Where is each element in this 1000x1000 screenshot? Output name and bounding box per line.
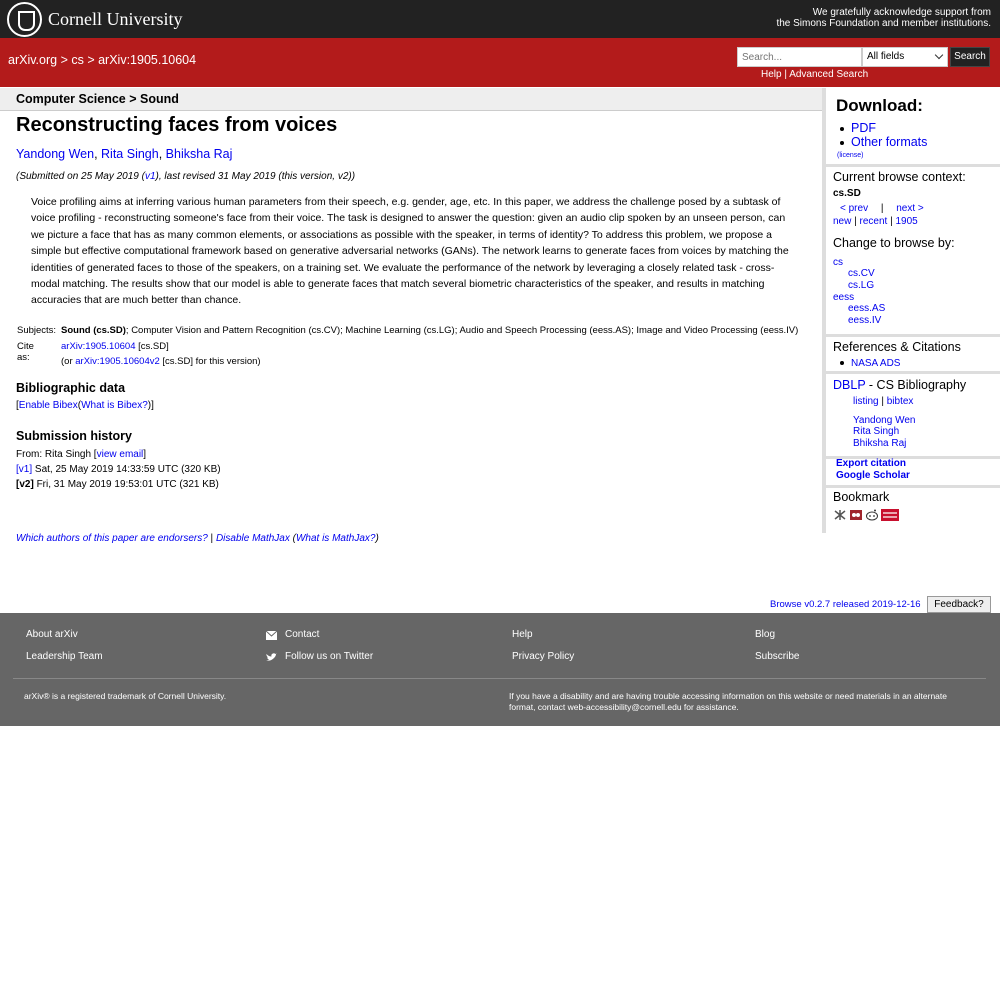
browse-cat-link[interactable]: cs: [833, 257, 843, 268]
mendeley-icon[interactable]: [849, 509, 863, 521]
breadcrumb: [8, 53, 196, 67]
paper-authors: [16, 147, 232, 161]
history-from-prefix: From: Rita Singh [: [16, 449, 97, 460]
bookmark-title: Bookmark: [833, 490, 890, 504]
submission-history-title: Submission history: [16, 429, 132, 443]
help-footer-link[interactable]: Help: [512, 629, 533, 640]
abstract: Voice profiling aims at inferring various human parameters from their speech, e.g. gender, age, etc. In this paper, we address the challenge posed by a subtask of voice profiling - reconstructing someone's face from their voice. The task is designed to answer the question: given an audio clip spoken by an unseen person, can we picture a face that has as many common elements, or associations as possible with the speaker, in terms of identity? To address this problem, we propose a simple but effective computational framework based on generative adversarial networks (GANs). The network learns to generate faces from voices by matching the identities of generated faces to those of the speakers, on a training set. We evaluate the performance of the network by leveraging a closely related task - cross-modal matching. The results show that our model is able to generate faces that match several biometric characteristics of the speaker, and results in matching accuracies that are much better than chance.: [31, 196, 789, 307]
dblp-title: [833, 378, 966, 392]
prev-link[interactable]: < prev: [840, 203, 869, 214]
privacy-policy-link[interactable]: Privacy Policy: [512, 651, 575, 662]
cornell-seal-icon[interactable]: [7, 2, 42, 37]
history-v1: [16, 462, 221, 477]
history-v2-text: Fri, 31 May 2019 19:53:01 UTC (321 KB): [33, 479, 219, 490]
dblp-link[interactable]: DBLP: [833, 378, 866, 392]
export-box: [826, 459, 1000, 485]
browse-cat-link[interactable]: cs.LG: [848, 280, 875, 291]
dblp-author-link[interactable]: Bhiksha Raj: [853, 438, 907, 449]
history-v1-text: Sat, 25 May 2019 14:33:59 UTC (320 KB): [32, 464, 221, 475]
footer-divider: [13, 678, 986, 679]
breadcrumb-separator: >: [83, 53, 99, 67]
extras-paren-close: ): [375, 533, 379, 544]
cite-v2-suffix: [cs.SD] for this version): [159, 356, 261, 367]
google-scholar-link[interactable]: Google Scholar: [836, 470, 910, 481]
search-button[interactable]: Search: [950, 47, 990, 67]
trademark-notice: arXiv® is a registered trademark of Cornell University.: [24, 691, 227, 701]
secondary-subjects: ; Computer Vision and Pattern Recognition (cs.CV); Machine Learning (cs.LG); Audio and Speech Processing (eess.AS); Image and Video Processing (eess.IV): [125, 325, 799, 336]
author-link[interactable]: Rita Singh: [101, 147, 159, 161]
cite-value: [61, 341, 169, 352]
sidebar: [822, 88, 1000, 533]
next-link[interactable]: next >: [896, 203, 924, 214]
help-links: [761, 69, 868, 80]
browse-cat-link[interactable]: eess.AS: [848, 303, 886, 314]
subject-header: [0, 88, 822, 111]
submission-dateline: [16, 171, 355, 182]
listing-link[interactable]: listing: [853, 396, 879, 407]
endorsers-link[interactable]: Which authors of this paper are endorsers?: [16, 533, 208, 544]
submission-history: [16, 447, 221, 492]
history-from: [16, 447, 221, 462]
author-link[interactable]: Yandong Wen: [16, 147, 95, 161]
reddit-icon[interactable]: [865, 509, 879, 521]
pdf-link[interactable]: PDF: [851, 121, 876, 135]
bibsonomy-icon[interactable]: [833, 509, 847, 521]
current-context: cs.SD: [833, 188, 861, 199]
dateline-v1-link[interactable]: v1: [144, 171, 156, 182]
leadership-team-link[interactable]: Leadership Team: [26, 651, 103, 662]
year-link[interactable]: 1905: [895, 216, 918, 227]
paper-title: Reconstructing faces from voices: [16, 114, 338, 136]
what-is-bibex-link[interactable]: What is Bibex?: [81, 400, 148, 411]
enable-bibex-link[interactable]: Enable Bibex: [18, 400, 78, 411]
breadcrumb-paper-id[interactable]: arXiv:1905.10604: [98, 53, 197, 67]
subjects-label: Subjects:: [17, 325, 57, 336]
advanced-search-link[interactable]: Advanced Search: [789, 69, 869, 80]
cornell-name[interactable]: Cornell University: [48, 9, 183, 29]
search-field-select[interactable]: [862, 47, 948, 67]
author-separator: ,: [94, 147, 102, 161]
cite-v2-link[interactable]: arXiv:1905.10604v2: [75, 356, 160, 367]
extras-paren-open: (: [289, 533, 296, 544]
footer: [0, 613, 1000, 726]
prev-next-nav: [840, 203, 924, 214]
breadcrumb-separator: >: [57, 53, 72, 67]
new-link[interactable]: new: [833, 216, 852, 227]
cite-version-value: [61, 356, 261, 367]
history-v2-label: [v2]: [16, 479, 34, 490]
nav-separator: |: [880, 203, 884, 214]
support-line-1: We gratefully acknowledge support from: [812, 7, 991, 18]
search-field-selected: All fields: [867, 51, 905, 62]
recent-nav: [833, 216, 918, 227]
license-link[interactable]: (license): [837, 152, 864, 159]
about-arxiv-link[interactable]: About arXiv: [26, 629, 78, 640]
envelope-icon: [266, 631, 277, 640]
nasa-ads-link[interactable]: NASA ADS: [851, 358, 901, 369]
references-box: [826, 337, 1000, 371]
dblp-suffix: - CS Bibliography: [865, 378, 967, 392]
subjects-value: [61, 325, 798, 336]
dblp-separator: |: [881, 396, 884, 407]
dblp-box: [826, 374, 1000, 456]
nav-separator: |: [854, 216, 857, 227]
feedback-button[interactable]: Feedback?: [927, 596, 991, 613]
browse-cat-link[interactable]: eess: [833, 292, 855, 303]
browse-cat-link[interactable]: cs.CV: [848, 268, 875, 279]
view-email-link[interactable]: view email: [96, 449, 144, 460]
browse-context-title: Current browse context:: [833, 170, 966, 184]
support-line-2: the Simons Foundation and member institutions.: [776, 18, 991, 29]
dblp-author-link[interactable]: Yandong Wen: [853, 415, 916, 426]
dblp-author-link[interactable]: Rita Singh: [853, 426, 900, 437]
subject-header-text: Computer Science > Sound: [16, 92, 179, 106]
export-citation-link[interactable]: Export citation: [836, 458, 907, 469]
bullet-icon: [840, 361, 844, 365]
help-link[interactable]: Help: [761, 69, 782, 80]
other-formats-link[interactable]: Other formats: [851, 135, 928, 149]
bibex-close: )]: [147, 400, 154, 411]
bibex-bracket: [: [16, 400, 19, 411]
blog-link[interactable]: Blog: [755, 629, 776, 640]
dblp-links: [853, 396, 913, 407]
help-separator: |: [781, 69, 790, 80]
cite-id-link[interactable]: arXiv:1905.10604: [61, 340, 136, 352]
browse-context-box: [826, 167, 1000, 334]
support-acknowledgment: [776, 7, 991, 29]
history-from-suffix: ]: [143, 449, 147, 460]
twitter-link[interactable]: Follow us on Twitter: [285, 651, 374, 662]
bibex-toggle: [16, 400, 154, 411]
arxiv-header: [0, 38, 1000, 87]
author-link[interactable]: Bhiksha Raj: [165, 147, 233, 161]
search-input[interactable]: [737, 47, 862, 67]
cite-label: Cite as:: [17, 340, 34, 363]
nav-separator: |: [890, 216, 893, 227]
references-title: References & Citations: [833, 340, 961, 354]
sciencewise-icon[interactable]: [881, 509, 899, 521]
bullet-icon: [840, 127, 844, 131]
subscribe-link[interactable]: Subscribe: [755, 651, 800, 662]
contact-link[interactable]: Contact: [285, 629, 320, 640]
cite-or: (or: [61, 356, 76, 367]
bibliographic-title: Bibliographic data: [16, 381, 126, 395]
disable-mathjax-link[interactable]: Disable MathJax: [215, 533, 290, 544]
chevron-down-icon: [935, 51, 943, 59]
dateline-suffix: ), last revised 31 May 2019 (this version, v2)): [155, 171, 356, 182]
cite-category: [cs.SD]: [135, 340, 169, 352]
download-other-item: [840, 135, 927, 149]
bibex-paren: (: [77, 400, 82, 411]
download-title: Download:: [836, 96, 923, 115]
history-v1-link[interactable]: [v1]: [16, 464, 33, 475]
extra-links: [16, 533, 379, 544]
download-pdf-item: [840, 121, 927, 135]
cornell-bar: [0, 0, 1000, 38]
browse-version[interactable]: Browse v0.2.7 released 2019-12-16: [770, 599, 921, 610]
breadcrumb-arxiv-link[interactable]: arXiv.org: [8, 53, 58, 67]
accessibility-notice: If you have a disability and are having trouble accessing information on this website or need materials in an alternate format, contact web-accessibility@cornell.edu for assistance.: [509, 691, 948, 712]
what-is-mathjax-link[interactable]: What is MathJax?: [295, 533, 376, 544]
primary-subject: Sound (cs.SD): [61, 325, 126, 336]
breadcrumb-cs-link[interactable]: cs: [71, 53, 84, 67]
nasa-ads-item: [840, 358, 900, 369]
twitter-icon: [266, 653, 277, 662]
bullet-icon: [840, 141, 844, 145]
change-browse-title: Change to browse by:: [833, 236, 955, 250]
bibtex-link[interactable]: bibtex: [886, 396, 914, 407]
extras-separator: |: [207, 533, 216, 544]
dateline-prefix: (Submitted on 25 May 2019 (: [16, 171, 145, 182]
download-box: [826, 88, 1000, 164]
author-separator: ,: [158, 147, 166, 161]
history-v2: [16, 477, 221, 492]
download-list: [840, 121, 927, 149]
browse-cat-link[interactable]: eess.IV: [848, 315, 882, 326]
recent-link[interactable]: recent: [859, 216, 888, 227]
